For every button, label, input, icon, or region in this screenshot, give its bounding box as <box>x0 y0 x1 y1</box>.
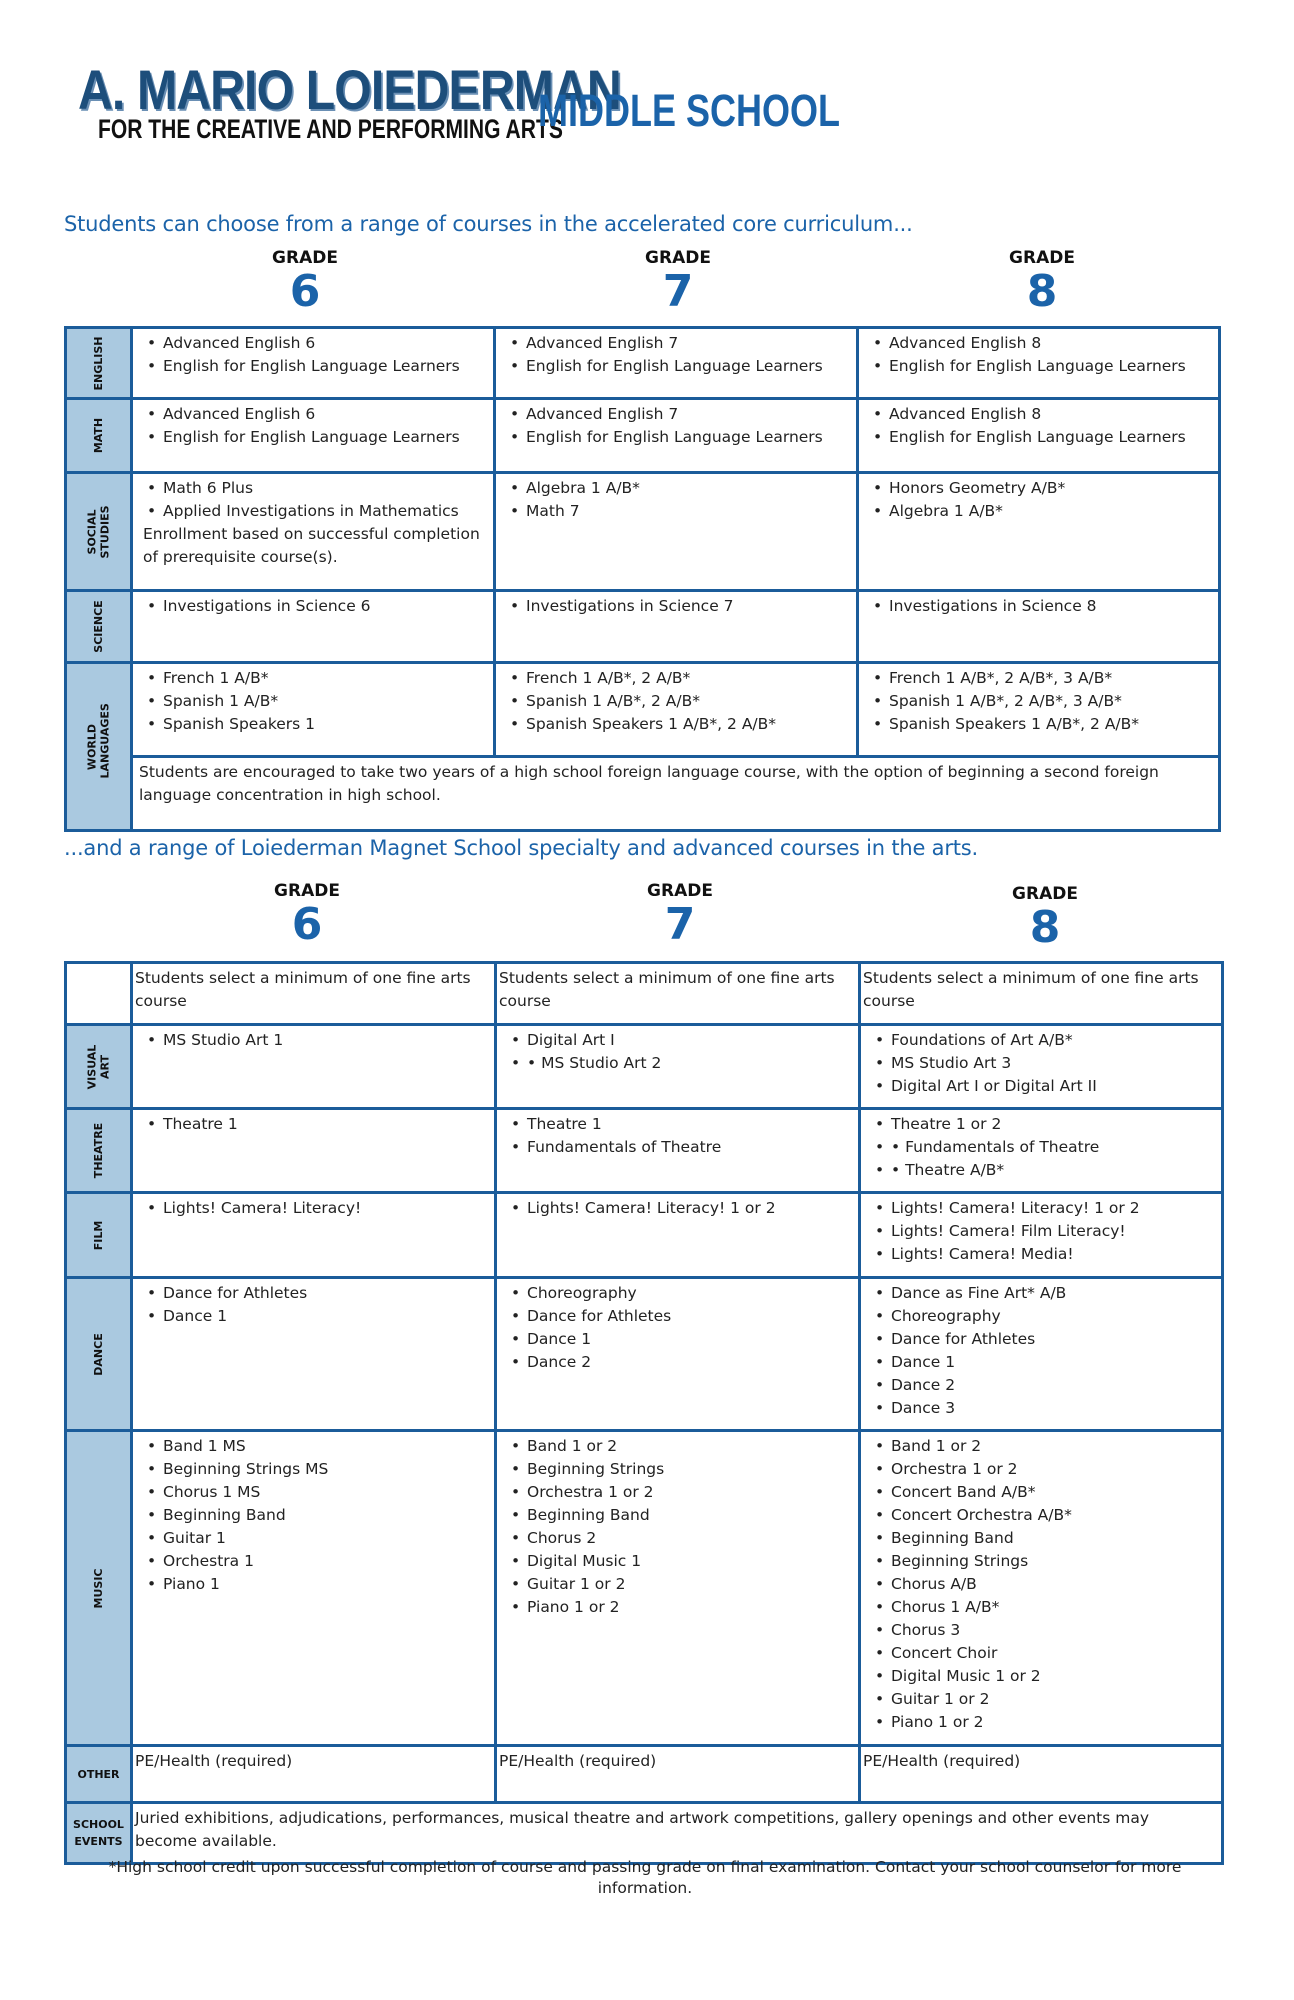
list-item: • Beginning Band <box>871 1527 1215 1550</box>
list-item: • Fundamentals of Theatre <box>507 1136 852 1159</box>
list-item: • Dance 1 <box>143 1305 488 1328</box>
list-item: • Guitar 1 or 2 <box>871 1688 1215 1711</box>
subject-world-languages <box>66 663 132 831</box>
cell-grade-8 <box>860 1193 1223 1278</box>
cell-grade-7 <box>496 1193 860 1278</box>
table-row <box>66 591 1220 663</box>
list-item: • Chorus 2 <box>507 1527 852 1550</box>
course-list <box>143 595 487 618</box>
list-item: • Digital Art I <box>507 1029 852 1052</box>
list-item: • Investigations in Science 7 <box>506 595 850 618</box>
list-item: • Honors Geometry A/B* <box>869 477 1212 500</box>
grade-label: GRADE <box>1009 248 1075 268</box>
cell-grade-6 <box>132 1193 496 1278</box>
cell-grade-8 <box>860 1025 1223 1109</box>
list-item: • Choreography <box>507 1282 852 1305</box>
list-item: • Dance for Athletes <box>507 1305 852 1328</box>
grade-label: GRADE <box>645 248 711 268</box>
grade-number: 7 <box>664 899 696 950</box>
cell-grade-6 <box>132 1278 496 1431</box>
table-row <box>66 1278 1223 1431</box>
arts-grade-7-heading <box>620 881 740 949</box>
cell-grade-7 <box>496 1109 860 1193</box>
list-item: • Chorus 1 MS <box>143 1481 488 1504</box>
list-item: • English for English Language Learners <box>506 426 850 449</box>
course-list <box>871 1113 1215 1182</box>
list-item: • English for English Language Learners <box>869 426 1212 449</box>
course-list <box>507 1282 852 1374</box>
subject-line: STUDIES <box>98 504 112 559</box>
list-item: • Lights! Camera! Media! <box>871 1243 1215 1266</box>
school-subtitle: FOR THE CREATIVE AND PERFORMING ARTS <box>98 114 563 144</box>
list-item: • Dance 1 <box>871 1351 1215 1374</box>
core-intro: Students can choose from a range of courses in the accelerated core curriculum... <box>64 212 913 236</box>
subject-line: WORLD <box>85 723 99 770</box>
list-item: • Lights! Camera! Literacy! 1 or 2 <box>871 1197 1215 1220</box>
list-item: • Advanced English 8 <box>869 403 1212 426</box>
grade-label: GRADE <box>647 881 713 901</box>
subject-line: ART <box>98 1054 112 1079</box>
list-item: • Beginning Band <box>507 1504 852 1527</box>
subject-other: OTHER <box>66 1746 132 1803</box>
course-list <box>869 332 1212 378</box>
grade-label: GRADE <box>272 248 338 268</box>
list-item: • Advanced English 7 <box>506 403 850 426</box>
list-item: • Dance 3 <box>871 1397 1215 1420</box>
subject-music: MUSIC <box>66 1431 132 1746</box>
list-item: • Advanced English 6 <box>143 403 487 426</box>
cell-grade-6 <box>132 663 495 757</box>
list-item: • Guitar 1 <box>143 1527 488 1550</box>
list-item: • French 1 A/B*, 2 A/B*, 3 A/B* <box>869 667 1212 690</box>
course-list <box>143 1197 488 1220</box>
subject-theatre: THEATRE <box>66 1109 132 1193</box>
cell-grade-7 <box>495 399 858 473</box>
course-list <box>143 477 487 523</box>
list-item: • Spanish 1 A/B*, 2 A/B* <box>506 690 850 713</box>
arts-courses-table <box>64 961 1224 1865</box>
table-row <box>66 328 1220 399</box>
grade-number: 8 <box>1029 902 1061 953</box>
cell-grade-6 <box>132 591 495 663</box>
cell-grade-7 <box>496 1025 860 1109</box>
course-list <box>143 1029 488 1052</box>
subject-dance: DANCE <box>66 1278 132 1431</box>
table-row <box>66 757 1220 831</box>
list-item: • Advanced English 7 <box>506 332 850 355</box>
course-list <box>869 667 1212 736</box>
course-list <box>506 595 850 618</box>
list-item: • • Theatre A/B* <box>871 1159 1215 1182</box>
grade-number: 7 <box>662 266 694 317</box>
course-list <box>869 477 1212 523</box>
list-item: • Advanced English 8 <box>869 332 1212 355</box>
list-item: • MS Studio Art 3 <box>871 1052 1215 1075</box>
core-curriculum-table <box>64 326 1221 832</box>
school-name: A. MARIO LOIEDERMAN <box>78 58 621 121</box>
list-item: • Foundations of Art A/B* <box>871 1029 1215 1052</box>
subject-line: SOCIAL <box>85 509 99 554</box>
list-item: • Theatre 1 or 2 <box>871 1113 1215 1136</box>
list-item: • Investigations in Science 6 <box>143 595 487 618</box>
list-item: • Spanish 1 A/B*, 2 A/B*, 3 A/B* <box>869 690 1212 713</box>
list-item: • English for English Language Learners <box>869 355 1212 378</box>
list-item: • English for English Language Learners <box>143 355 487 378</box>
arts-grade-6-heading <box>247 881 367 949</box>
cell-grade-6 <box>132 399 495 473</box>
table-row <box>66 399 1220 473</box>
list-item: • Chorus 1 A/B* <box>871 1596 1215 1619</box>
arts-grade-8-heading <box>985 884 1105 952</box>
core-grade-6-heading <box>245 248 365 316</box>
list-item: • Spanish 1 A/B* <box>143 690 487 713</box>
table-row <box>66 473 1220 591</box>
grade-number: 8 <box>1026 266 1058 317</box>
world-languages-note: Students are encouraged to take two years of a high school foreign language course, with the option of beginning a second foreign language concentration in high school. <box>132 757 1220 831</box>
list-item: • Choreography <box>871 1305 1215 1328</box>
table-row <box>66 1746 1223 1803</box>
subject-film: FILM <box>66 1193 132 1278</box>
course-list <box>869 403 1212 449</box>
cell-grade-6 <box>132 1431 496 1746</box>
list-item: • • Fundamentals of Theatre <box>871 1136 1215 1159</box>
table-row <box>66 663 1220 757</box>
list-item: • Concert Orchestra A/B* <box>871 1504 1215 1527</box>
list-item: • Chorus 3 <box>871 1619 1215 1642</box>
subject-line: VISUAL <box>85 1044 99 1089</box>
cell-grade-6 <box>132 1109 496 1193</box>
list-item: • Orchestra 1 <box>143 1550 488 1573</box>
list-item: • Beginning Strings MS <box>143 1458 488 1481</box>
school-events-text: Juried exhibitions, adjudications, performances, musical theatre and artwork competitions, gallery openings and other events may become available. <box>132 1803 1223 1864</box>
course-list <box>869 595 1212 618</box>
list-item: • Applied Investigations in Mathematics <box>143 500 487 523</box>
table-row <box>66 1193 1223 1278</box>
course-list <box>871 1435 1215 1734</box>
list-item: • Chorus A/B <box>871 1573 1215 1596</box>
list-item: • Digital Music 1 <box>507 1550 852 1573</box>
cell-grade-7 <box>495 663 858 757</box>
cell-grade-8 <box>860 1278 1223 1431</box>
list-item: • Beginning Strings <box>871 1550 1215 1573</box>
cell-grade-7 <box>495 473 858 591</box>
list-item: • Lights! Camera! Literacy! 1 or 2 <box>507 1197 852 1220</box>
grade-label: GRADE <box>1012 884 1078 904</box>
subject-social-studies <box>66 473 132 591</box>
course-list <box>507 1113 852 1159</box>
prerequisite-note: Enrollment based on successful completion of prerequisite course(s). <box>143 525 480 566</box>
grade-number: 6 <box>289 266 321 317</box>
list-item: • Band 1 or 2 <box>507 1435 852 1458</box>
cell-grade-8 <box>858 473 1220 591</box>
min-requirement-grade-8: Students select a minimum of one fine arts course <box>860 963 1223 1025</box>
list-item: • Dance for Athletes <box>143 1282 488 1305</box>
table-row <box>66 1109 1223 1193</box>
list-item: • Dance 2 <box>871 1374 1215 1397</box>
list-item: • Band 1 MS <box>143 1435 488 1458</box>
cell-grade-8 <box>858 663 1220 757</box>
list-item: • Dance 1 <box>507 1328 852 1351</box>
cell-grade-8 <box>860 1431 1223 1746</box>
list-item: • English for English Language Learners <box>143 426 487 449</box>
list-item: • Theatre 1 <box>143 1113 488 1136</box>
cell-grade-6 <box>132 1025 496 1109</box>
list-item: • Lights! Camera! Literacy! <box>143 1197 488 1220</box>
list-item: • Algebra 1 A/B* <box>869 500 1212 523</box>
list-item: • Beginning Strings <box>507 1458 852 1481</box>
grade-number: 6 <box>291 899 323 950</box>
cell-grade-8 <box>860 1109 1223 1193</box>
core-grade-7-heading <box>618 248 738 316</box>
course-list <box>507 1029 852 1075</box>
cell-grade-8: PE/Health (required) <box>860 1746 1223 1803</box>
footnote: *High school credit upon successful completion of course and passing grade on final examination. Contact your school counselor for more information. <box>108 1858 1182 1897</box>
list-item: • Piano 1 or 2 <box>507 1596 852 1619</box>
list-item: • MS Studio Art 1 <box>143 1029 488 1052</box>
list-item: • Math 6 Plus <box>143 477 487 500</box>
min-requirement-grade-7: Students select a minimum of one fine arts course <box>496 963 860 1025</box>
table-row <box>66 963 1223 1025</box>
subject-school-events: SCHOOL EVENTS <box>66 1803 132 1864</box>
list-item: • Algebra 1 A/B* <box>506 477 850 500</box>
list-item: • Concert Band A/B* <box>871 1481 1215 1504</box>
list-item: • Dance 2 <box>507 1351 852 1374</box>
course-list <box>507 1197 852 1220</box>
list-item: • • MS Studio Art 2 <box>507 1052 852 1075</box>
list-item: • Math 7 <box>506 500 850 523</box>
grade-label: GRADE <box>274 881 340 901</box>
list-item: • Guitar 1 or 2 <box>507 1573 852 1596</box>
arts-intro: ...and a range of Loiederman Magnet School specialty and advanced courses in the arts. <box>64 836 979 860</box>
empty-corner-cell <box>66 963 132 1025</box>
cell-grade-6 <box>132 328 495 399</box>
table-row <box>66 1431 1223 1746</box>
list-item: • Band 1 or 2 <box>871 1435 1215 1458</box>
course-list <box>143 667 487 736</box>
course-list <box>871 1197 1215 1266</box>
course-list <box>871 1282 1215 1420</box>
list-item: • Digital Art I or Digital Art II <box>871 1075 1215 1098</box>
list-item: • Dance as Fine Art* A/B <box>871 1282 1215 1305</box>
course-list <box>506 403 850 449</box>
list-item: • Advanced English 6 <box>143 332 487 355</box>
subject-line: LANGUAGES <box>98 702 112 778</box>
cell-grade-7 <box>496 1431 860 1746</box>
school-header <box>78 58 978 152</box>
course-list <box>143 1435 488 1596</box>
list-item: • Orchestra 1 or 2 <box>507 1481 852 1504</box>
course-list <box>506 667 850 736</box>
course-list <box>143 332 487 378</box>
list-item: • Spanish Speakers 1 A/B*, 2 A/B* <box>506 713 850 736</box>
list-item: • English for English Language Learners <box>506 355 850 378</box>
list-item: • French 1 A/B* <box>143 667 487 690</box>
list-item: • Lights! Camera! Film Literacy! <box>871 1220 1215 1243</box>
cell-grade-6: PE/Health (required) <box>132 1746 496 1803</box>
course-list <box>871 1029 1215 1098</box>
table-row <box>66 1803 1223 1864</box>
course-list <box>506 477 850 523</box>
list-item: • Theatre 1 <box>507 1113 852 1136</box>
core-grade-8-heading <box>982 248 1102 316</box>
cell-grade-8 <box>858 328 1220 399</box>
course-list <box>143 1282 488 1328</box>
course-list <box>507 1435 852 1619</box>
cell-grade-7 <box>496 1278 860 1431</box>
min-requirement-grade-6: Students select a minimum of one fine arts course <box>132 963 496 1025</box>
school-type: MIDDLE SCHOOL <box>538 85 840 136</box>
list-item: • Spanish Speakers 1 <box>143 713 487 736</box>
list-item: • Dance for Athletes <box>871 1328 1215 1351</box>
course-list <box>143 403 487 449</box>
cell-grade-8 <box>858 399 1220 473</box>
subject-visual-art <box>66 1025 132 1109</box>
cell-grade-8 <box>858 591 1220 663</box>
cell-grade-6 <box>132 473 495 591</box>
cell-grade-7 <box>495 328 858 399</box>
cell-grade-7: PE/Health (required) <box>496 1746 860 1803</box>
cell-grade-7 <box>495 591 858 663</box>
course-list <box>506 332 850 378</box>
list-item: • Spanish Speakers 1 A/B*, 2 A/B* <box>869 713 1212 736</box>
table-row <box>66 1025 1223 1109</box>
list-item: • Investigations in Science 8 <box>869 595 1212 618</box>
list-item: • Piano 1 or 2 <box>871 1711 1215 1734</box>
list-item: • Piano 1 <box>143 1573 488 1596</box>
subject-math: MATH <box>66 399 132 473</box>
list-item: • Orchestra 1 or 2 <box>871 1458 1215 1481</box>
course-list <box>143 1113 488 1136</box>
subject-science: SCIENCE <box>66 591 132 663</box>
list-item: • Digital Music 1 or 2 <box>871 1665 1215 1688</box>
list-item: • Concert Choir <box>871 1642 1215 1665</box>
subject-english: ENGLISH <box>66 328 132 399</box>
list-item: • French 1 A/B*, 2 A/B* <box>506 667 850 690</box>
list-item: • Beginning Band <box>143 1504 488 1527</box>
